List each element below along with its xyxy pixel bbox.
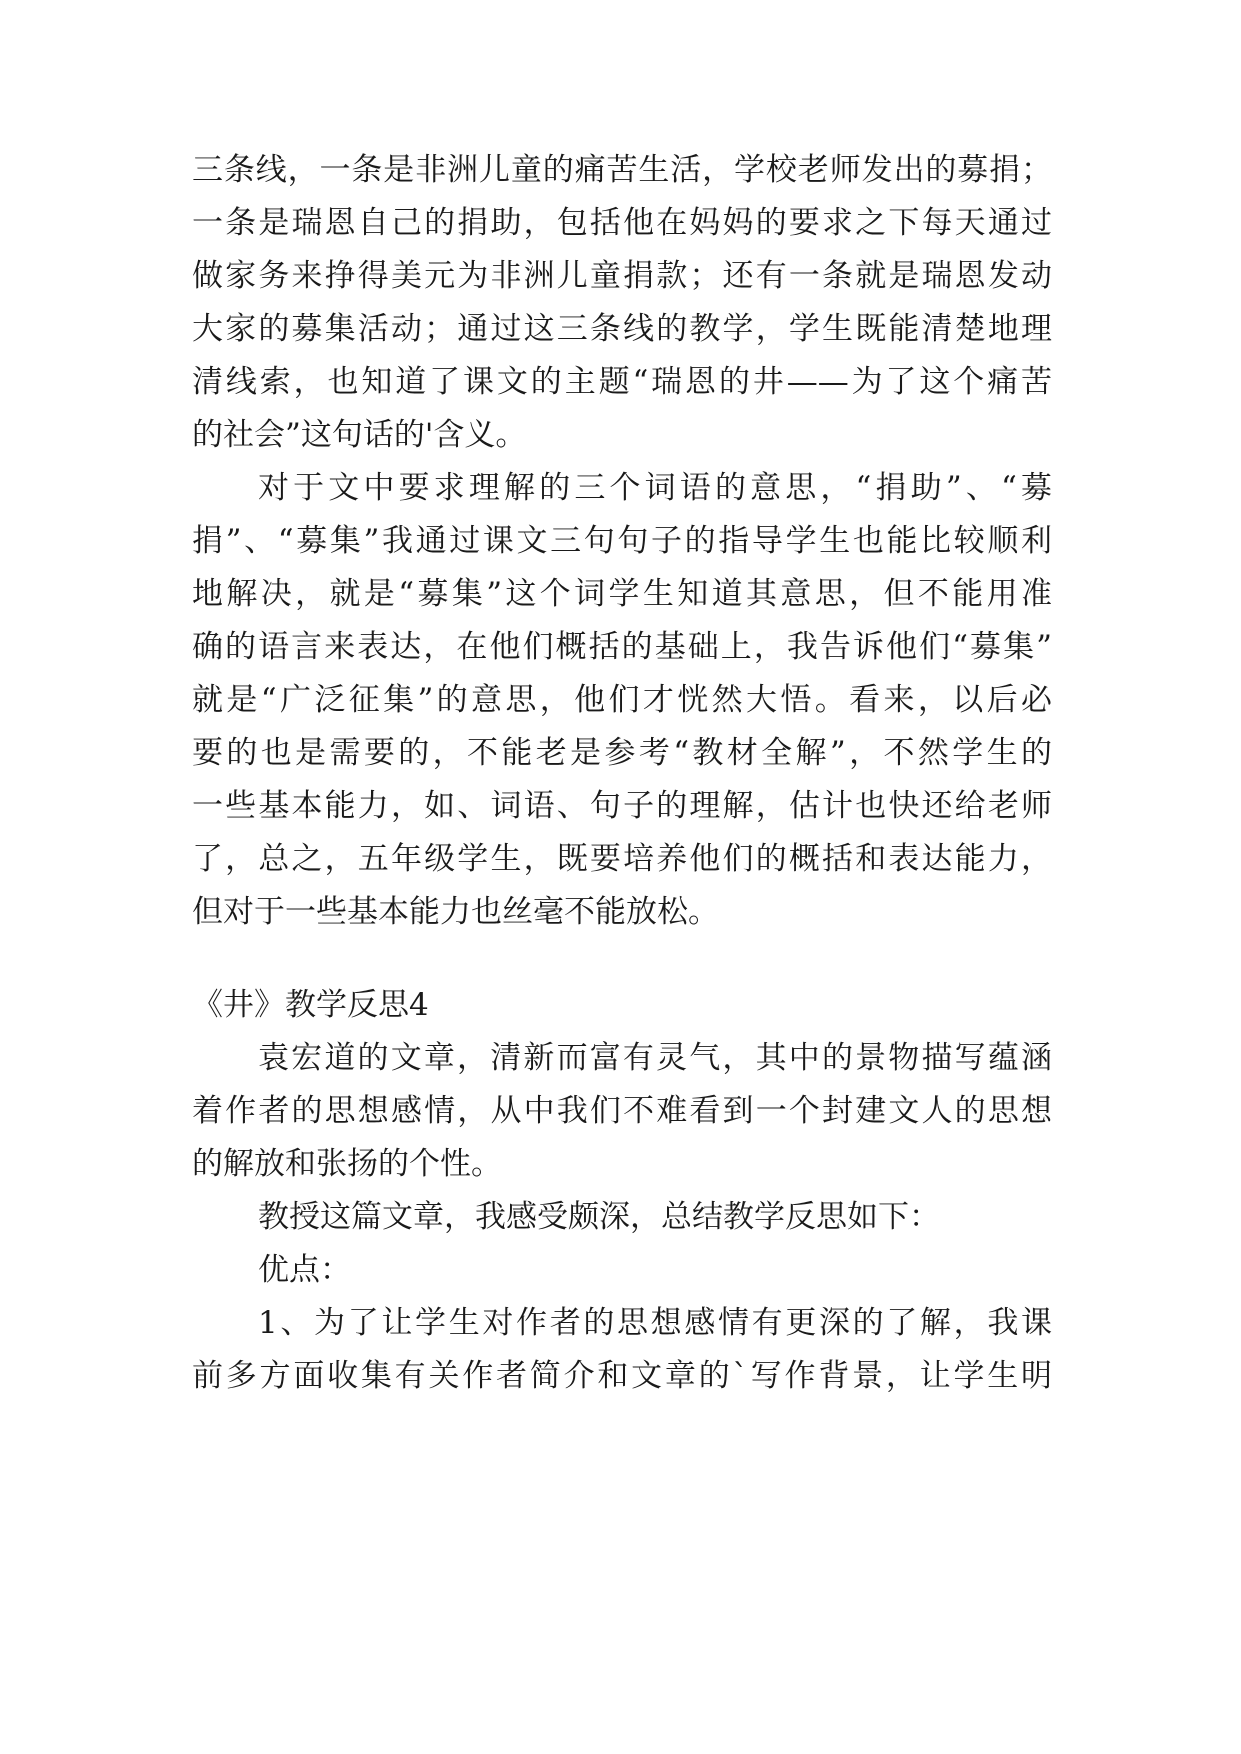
section-heading: 《井》教学反思4 bbox=[192, 987, 429, 1023]
paragraph-line: 教授这篇文章，我感受颇深，总结教学反思如下： bbox=[258, 1199, 940, 1235]
paragraph-line: 的解放和张扬的个性。 bbox=[192, 1146, 502, 1182]
paragraph-line: 袁宏道的文章，清新而富有灵气，其中的景物描写蕴涵 bbox=[258, 1040, 1052, 1076]
paragraph-line: 优点： bbox=[258, 1252, 351, 1288]
paragraph-line: 的社会”这句话的'含义。 bbox=[192, 417, 527, 453]
paragraph-line: 着作者的思想感情，从中我们不难看到一个封建文人的思想 bbox=[192, 1093, 1052, 1129]
paragraph-line: 1、为了让学生对作者的思想感情有更深的了解，我课 bbox=[258, 1305, 1052, 1341]
paragraph-line: 三条线，一条是非洲儿童的痛苦生活，学校老师发出的募捐； bbox=[192, 152, 1052, 188]
paragraph-line: 地解决，就是“募集”这个词学生知道其意思，但不能用准 bbox=[192, 576, 1052, 612]
paragraph-line: 但对于一些基本能力也丝毫不能放松。 bbox=[192, 894, 719, 930]
paragraph-line: 确的语言来表达，在他们概括的基础上，我告诉他们“募集” bbox=[192, 629, 1052, 665]
paragraph-line: 一些基本能力，如、词语、句子的理解，估计也快还给老师 bbox=[192, 788, 1052, 824]
paragraph-line: 要的也是需要的，不能老是参考“教材全解”，不然学生的 bbox=[192, 735, 1052, 771]
paragraph-line: 就是“广泛征集”的意思，他们才恍然大悟。看来，以后必 bbox=[192, 682, 1052, 718]
paragraph-line: 前多方面收集有关作者简介和文章的`写作背景，让学生明 bbox=[192, 1358, 1052, 1394]
paragraph-line: 大家的募集活动；通过这三条线的教学，学生既能清楚地理 bbox=[192, 311, 1052, 347]
paragraph-line: 对于文中要求理解的三个词语的意思，“捐助”、“募 bbox=[258, 470, 1052, 506]
paragraph-line: 清线索，也知道了课文的主题“瑞恩的井——为了这个痛苦 bbox=[192, 364, 1052, 400]
paragraph-line: 了，总之，五年级学生，既要培养他们的概括和表达能力， bbox=[192, 841, 1052, 877]
paragraph-line: 一条是瑞恩自己的捐助，包括他在妈妈的要求之下每天通过 bbox=[192, 205, 1052, 241]
paragraph-line: 做家务来挣得美元为非洲儿童捐款；还有一条就是瑞恩发动 bbox=[192, 258, 1052, 294]
paragraph-line: 捐”、“募集”我通过课文三句句子的指导学生也能比较顺利 bbox=[192, 523, 1052, 559]
